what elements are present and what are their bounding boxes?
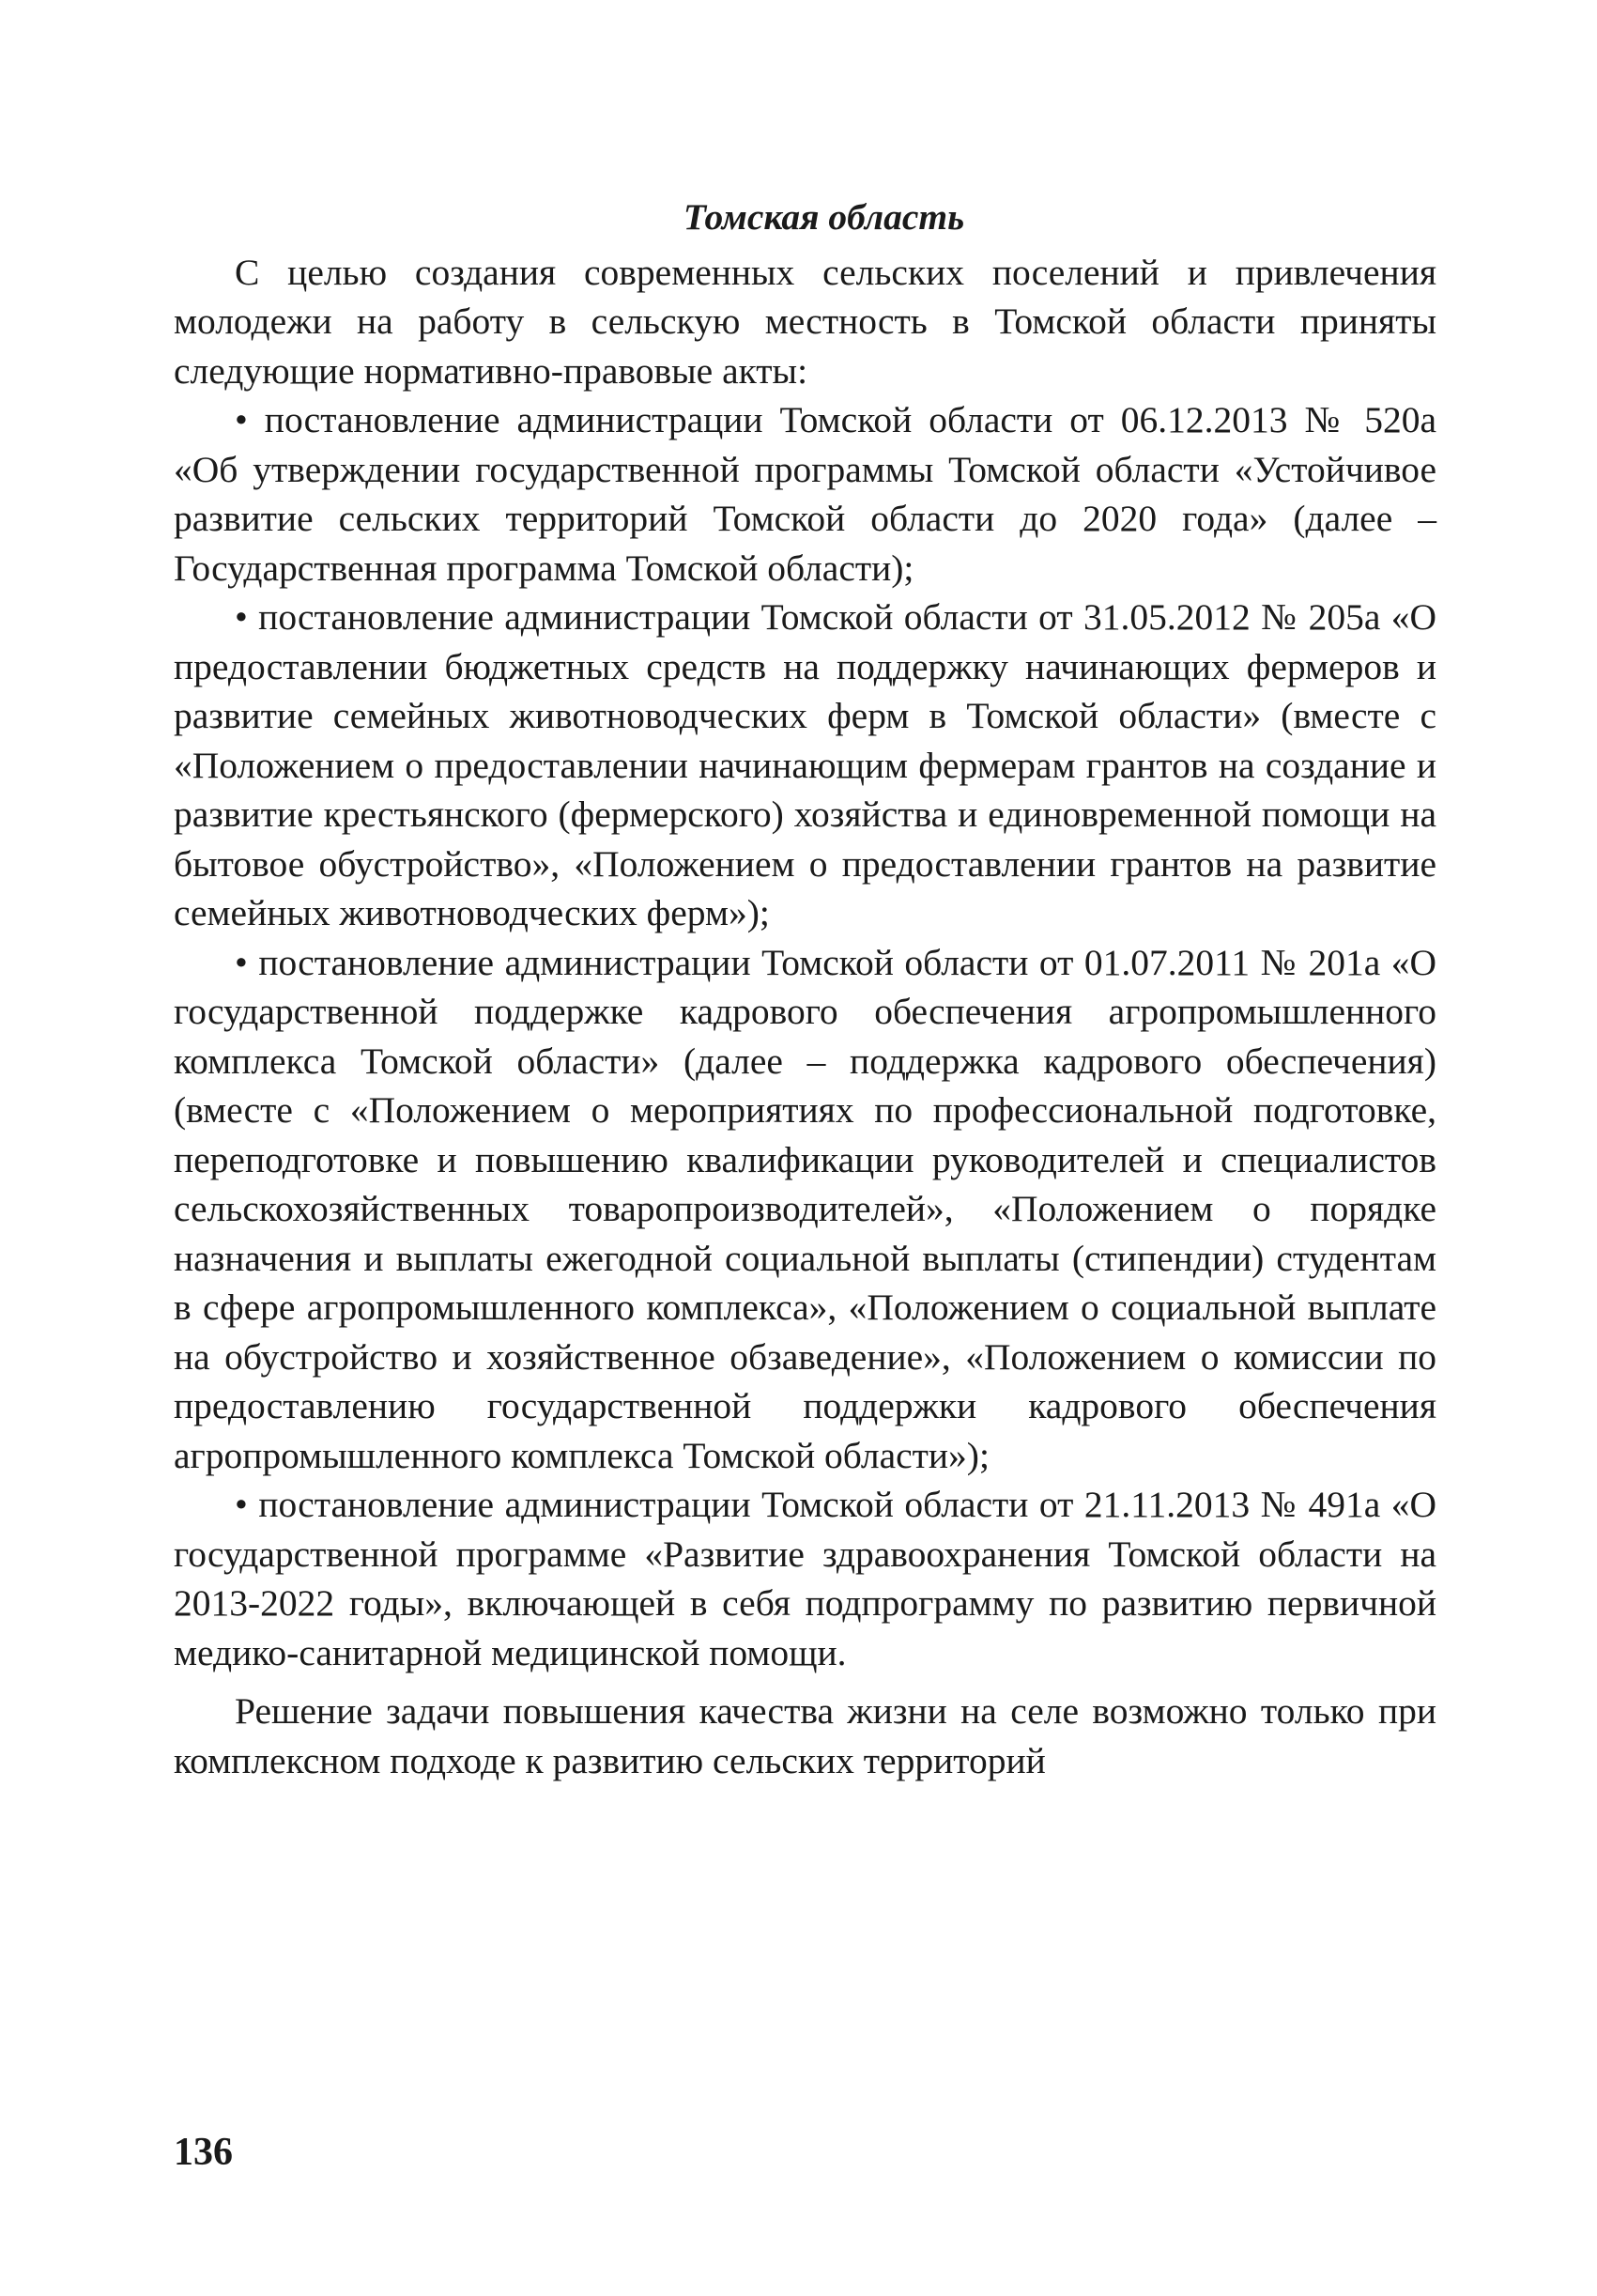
page-number: 136 <box>174 2131 233 2174</box>
list-item-decree-520a: • постановление администрации Томской области от 06.12.2013 № 520а «Об утверждении государственной программы Томской области «Устойчивое развитие сельских территорий Томской области до 2020 года» (далее – Государственная программа Томской области); <box>174 399 1436 589</box>
list-item-decree-205a: • постановление администрации Томской области от 31.05.2012 № 205а «О предоставлении бюджетных средств на поддержку начинающих фермеров и развитие семейных животноводческих ферм в Томской области» (вместе с «Положением о предоставлении начинающим фермерам грантов на создание и развитие крестьянского (фермерского) хозяйства и единовременной помощи на бытовое обустройство», «Положением о предоставлении грантов на развитие семейных животноводческих ферм»); <box>174 596 1436 933</box>
section-title: Томская область <box>683 196 965 238</box>
intro-paragraph: С целью создания современных сельских поселений и привлечения молодежи на работу в сельскую местность в Томской области приняты следующие нормативно-правовые акты: <box>174 251 1436 392</box>
list-item-decree-491a: • постановление администрации Томской области от 21.11.2013 № 491а «О государственной программе «Развитие здравоохранения Томской области на 2013-2022 годы», включающей в себя подпрограмму по развитию первичной медико-санитарной медицинской помощи. <box>174 1484 1436 1673</box>
closing-paragraph: Решение задачи повышения качества жизни на селе возможно только при комплексном подходе к развитию сельских территорий <box>174 1690 1436 1781</box>
page-body <box>174 193 1436 1785</box>
list-item-decree-201a: • постановление администрации Томской области от 01.07.2011 № 201а «О государственной поддержке кадрового обеспечения агропромышленного комплекса Томской области» (далее – поддержка кадрового обеспечения) (вместе с «Положением о мероприятиях по профессиональной подготовке, переподготовке и повышению квалификации руководителей и специалистов сельскохозяйственных товаропроизводителей», «Положением о порядке назначения и выплаты ежегодной социальной выплаты (стипендии) студентам в сфере агропромышленного комплекса», «Положением о социальной выплате на обустройство и хозяйственное обзаведение», «Положением о комиссии по предоставлению государственной поддержки кадрового обеспечения агропромышленного комплекса Томской области»); <box>174 941 1436 1476</box>
